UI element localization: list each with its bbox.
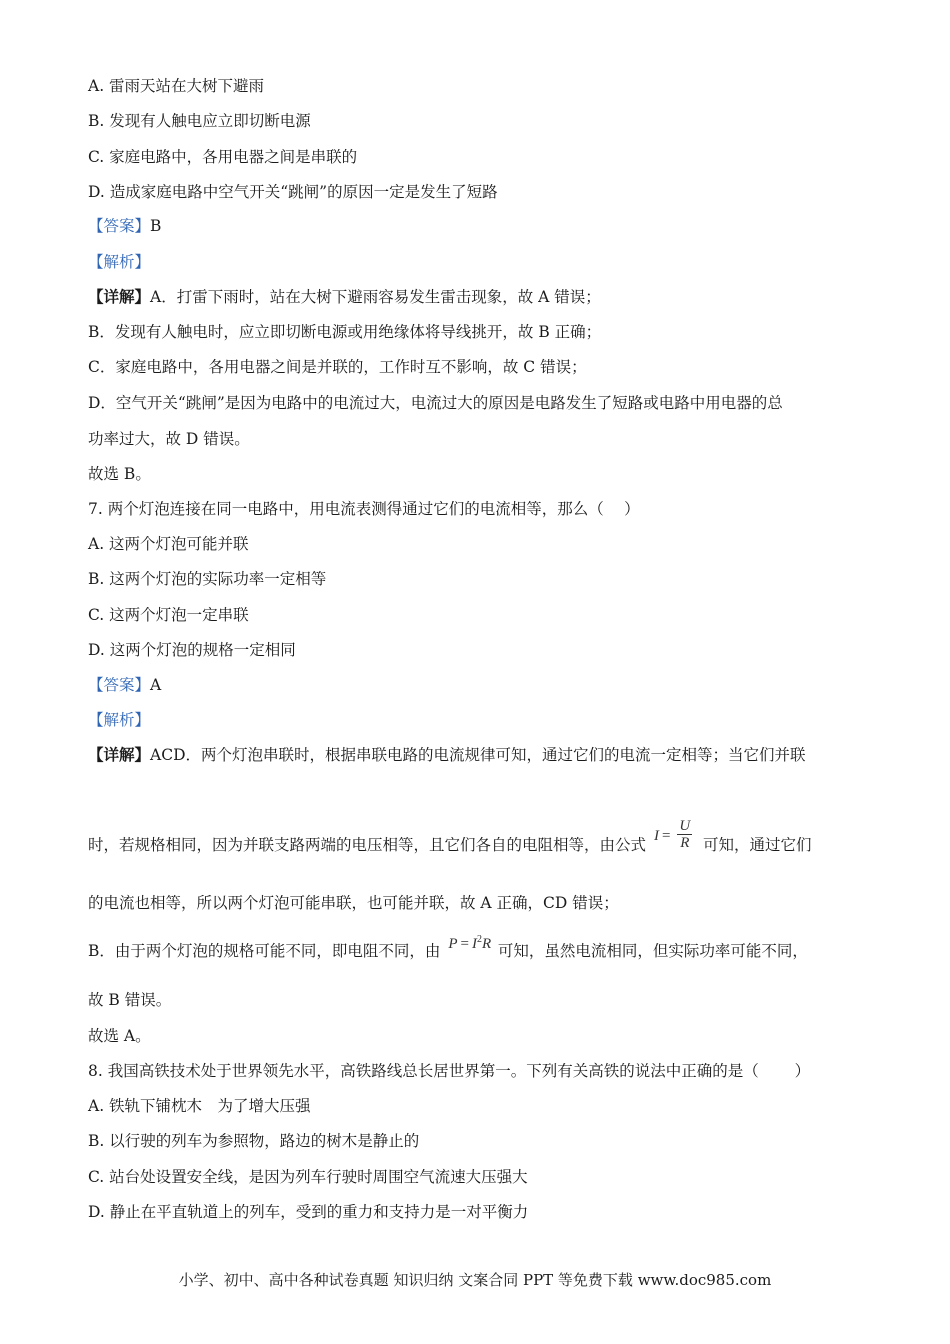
q7-detail-line4 [88, 934, 808, 965]
q7-option-c: C. 这两个灯泡一定串联 [88, 606, 249, 624]
q8-option-a: A. 铁轨下铺枕木 为了增大压强 [88, 1097, 311, 1115]
q6-option-a: A. 雷雨天站在大树下避雨 [88, 77, 265, 95]
q7-answer [88, 674, 161, 696]
q7-option-a: A. 这两个灯泡可能并联 [88, 535, 249, 553]
answer-value: B [150, 217, 162, 235]
q6-option-d: D. 造成家庭电路中空气开关“跳闸”的原因一定是发生了短路 [88, 183, 498, 201]
formula-i: I [471, 936, 477, 952]
analysis-tag: 【解析】 [88, 253, 151, 271]
q6-analysis [88, 251, 150, 273]
detail-text: A．打雷下雨时，站在大树下避雨容易发生雷击现象，故 A 错误； [150, 288, 601, 306]
q7-detail-line5: 故 B 错误。 [88, 991, 172, 1009]
q8-stem: 8. 我国高铁技术处于世界领先水平，高铁路线总长居世界第一。下列有关高铁的说法中正确的是（ ） [88, 1062, 811, 1080]
ohm-law-formula [653, 818, 700, 851]
detail-text: 可知，通过它们 [703, 835, 812, 854]
detail-text: 可知，虽然电流相同，但实际功率可能不同， [497, 942, 808, 960]
q6-option-c: C. 家庭电路中，各用电器之间是串联的 [88, 148, 358, 166]
q7-analysis [88, 709, 150, 731]
answer-tag: 【答案】 [88, 217, 151, 235]
analysis-tag: 【解析】 [88, 711, 151, 729]
q6-detail-a [88, 286, 601, 308]
q7-option-d: D. 这两个灯泡的规格一定相同 [88, 641, 296, 659]
q7-detail-line3: 的电流也相等，所以两个灯泡可能串联，也可能并联，故 A 正确，CD 错误； [88, 894, 619, 912]
detail-text: 时，若规格相同，因为并联支路两端的电压相等，且它们各自的电阻相等，由公式 [88, 835, 647, 854]
formula-r: R [481, 936, 492, 952]
formula-p: P [448, 936, 458, 952]
formula-lhs: I [653, 827, 659, 844]
q7-detail-line2 [88, 818, 812, 863]
answer-tag: 【答案】 [88, 676, 151, 694]
q6-option-b: B. 发现有人触电应立即切断电源 [88, 112, 311, 130]
formula-numerator: U [679, 818, 691, 834]
q8-option-d: D. 静止在平直轨道上的列车，受到的重力和支持力是一对平衡力 [88, 1203, 529, 1221]
power-formula [448, 936, 495, 952]
q6-conclusion: 故选 B。 [88, 465, 151, 483]
q8-option-c: C. 站台处设置安全线，是因为列车行驶时周围空气流速大压强大 [88, 1168, 528, 1186]
q7-option-b: B. 这两个灯泡的实际功率一定相等 [88, 570, 327, 588]
formula-fraction [677, 818, 692, 851]
detail-tag: 【详解】 [88, 745, 151, 764]
q6-detail-d-line1: D．空气开关“跳闸”是因为电路中的电流过大，电流过大的原因是电路发生了短路或电路中用电器的总 [88, 394, 783, 412]
q7-conclusion: 故选 A。 [88, 1027, 151, 1045]
formula-eq: = [661, 827, 671, 844]
detail-text: ACD．两个灯泡串联时，根据串联电路的电流规律可知，通过它们的电流一定相等；当它们并联 [150, 746, 806, 764]
q7-stem: 7. 两个灯泡连接在同一电路中，用电流表测得通过它们的电流相等，那么（ ） [88, 500, 640, 518]
q8-option-b: B. 以行驶的列车为参照物，路边的树木是静止的 [88, 1132, 420, 1150]
formula-exponent: 2 [476, 934, 482, 945]
formula-denominator: R [680, 835, 690, 851]
q6-detail-d-line2: 功率过大，故 D 错误。 [88, 430, 250, 448]
detail-tag: 【详解】 [88, 287, 151, 306]
q6-detail-b: B．发现有人触电时，应立即切断电源或用绝缘体将导线挑开，故 B 正确； [88, 323, 602, 341]
page-footer: 小学、初中、高中各种试卷真题 知识归纳 文案合同 PPT 等免费下载 www.doc985.com [178, 1271, 772, 1289]
q6-answer [88, 215, 161, 237]
formula-eq: = [460, 936, 469, 952]
detail-text: B．由于两个灯泡的规格可能不同，即电阻不同，由 [88, 942, 441, 960]
answer-value: A [150, 676, 162, 694]
q7-detail-line1 [88, 744, 806, 766]
q6-detail-c: C．家庭电路中，各用电器之间是并联的，工作时互不影响，故 C 错误； [88, 358, 587, 376]
